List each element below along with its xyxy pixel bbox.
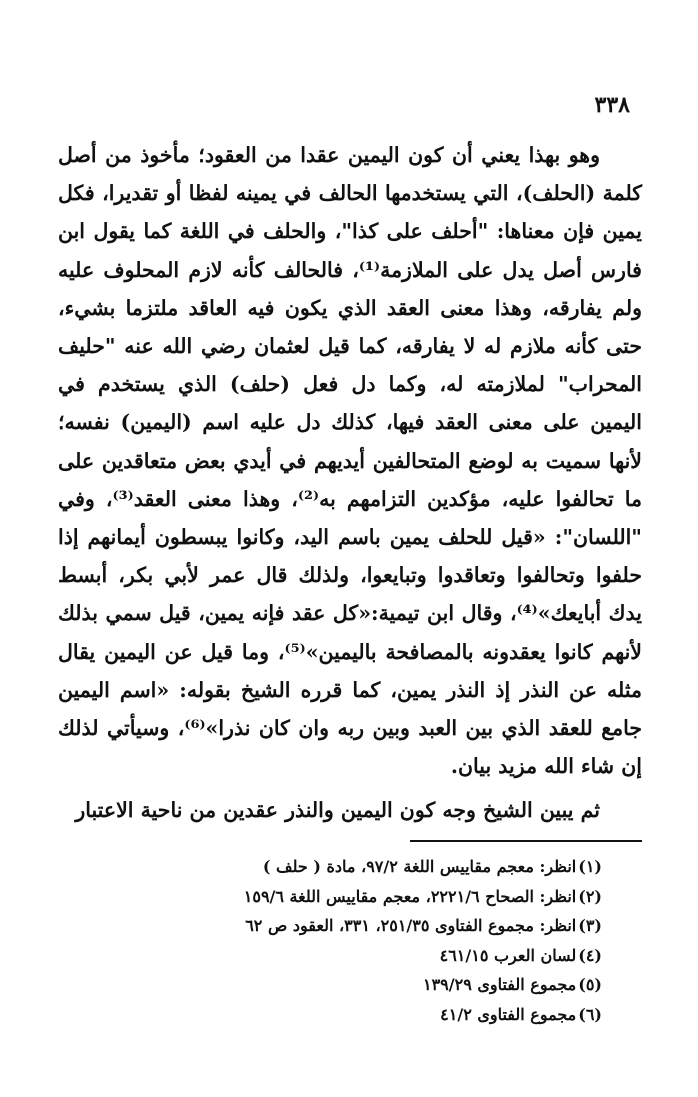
paragraph: ثم يبين الشيخ وجه كون اليمين والنذر عقدين من ناحية الاعتبار xyxy=(75,798,600,823)
footnote-item xyxy=(62,852,602,882)
footnote-marker: (٢) xyxy=(578,886,602,906)
footnote-item xyxy=(62,882,602,912)
footnote-text: مجموع الفتاوى ١٣٩/٢٩ xyxy=(422,975,577,995)
footnote-text: مجموع الفتاوى ٤١/٢ xyxy=(440,1004,577,1024)
footnote-marker: (٤) xyxy=(578,945,602,965)
footnote-marker: (٣) xyxy=(578,916,602,936)
page-number: ٣٣٨ xyxy=(594,92,630,118)
footnote-marker: (١) xyxy=(578,857,602,876)
footnote-item xyxy=(62,1000,602,1030)
main-text xyxy=(58,136,642,830)
footnote-text: انظر: مجموع الفتاوى ٢٥١/٣٥، ٣٣١، العقود ص ٦٢ xyxy=(245,916,577,936)
footnote-marker: (٥) xyxy=(578,975,602,995)
footnote-item xyxy=(62,911,602,941)
footnote-item xyxy=(62,970,602,1000)
footnote-text: انظر: الصحاح ٢٢٢١/٦، معجم مقاييس اللغة ١٥٩/٦ xyxy=(243,886,577,906)
footnotes xyxy=(62,852,602,1030)
footnote-divider xyxy=(410,840,642,842)
footnote-marker: (٦) xyxy=(578,1004,602,1024)
footnote-item xyxy=(62,941,602,971)
footnote-text: لسان العرب ٤٦١/١٥ xyxy=(439,945,577,965)
paragraph: وهو بهذا يعني أن كون اليمين عقدا من العقود؛ مأخوذ من أصل كلمة (الحلف)، التي يستخدمها الحالف في يمينه لفظا أو تقديرا، فكل يمين فإن معناها: "أحلف على كذا"، والحلف في اللغة كما يقول ابن فارس أصل يدل على الملازمة⁽¹⁾، فالحالف كأنه لازم المحلوف عليه ولم يفارقه، وهذا معنى العقد الذي يكون فيه العاقد ملتزما بشيء، حتى كأنه ملازم له لا يفارقه، كما قيل لعثمان رضي الله عنه "حليف المحراب" لملازمته له، وكما دل فعل (حلف) الذي يستخدم في اليمين على معنى العقد فيها، كذلك دل عليه اسم (اليمين) نفسه؛ لأنها سميت به لوضع المتحالفين أيديهم في أيدي بعض متعاقدين على ما تحالفوا عليه، مؤكدين التزامهم به⁽²⁾، وهذا معنى العقد⁽³⁾، وفي "اللسان": «قيل للحلف يمين باسم اليد، وكانوا يبسطون أيمانهم إذا حلفوا وتحالفوا وتعاقدوا وتبايعوا، ولذلك قال عمر لأبي بكر، أبسط يدك أبايعك»⁽⁴⁾، وقال ابن تيمية:«كل عقد فإنه يمين، قيل سمي بذلك لأنهم كانوا يعقدونه بالمصافحة باليمين»⁽⁵⁾، وما قيل عن اليمين يقال مثله عن النذر إذ النذر يمين، كما قرره الشيخ بقوله: «اسم اليمين جامع للعقد الذي بين العبد وبين ربه وان كان نذرا»⁽⁶⁾، وسيأتي لذلك إن شاء الله مزيد بيان. xyxy=(58,143,642,779)
footnote-text: انظر: معجم مقاييس اللغة ٩٧/٢، مادة ( حلف ) xyxy=(262,857,577,876)
